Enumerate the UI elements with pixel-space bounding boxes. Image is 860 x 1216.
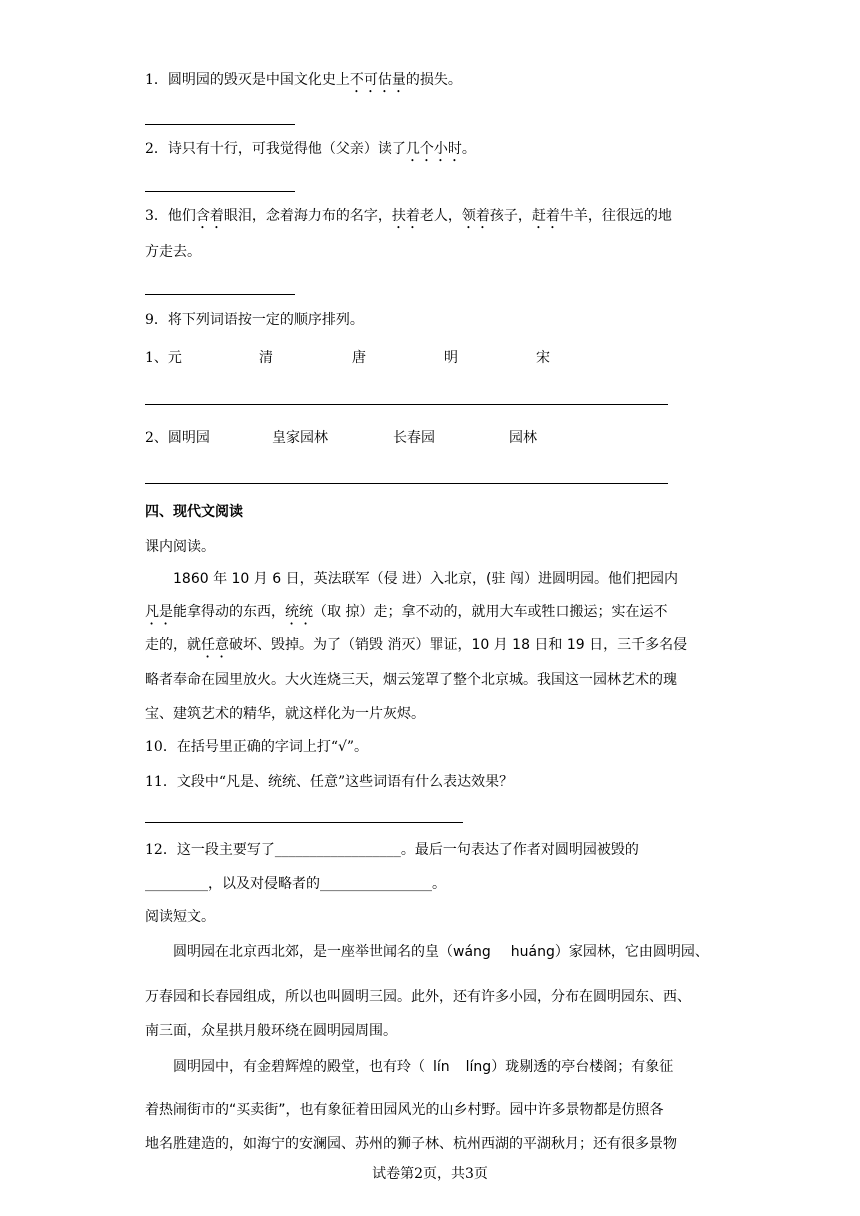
q12-blank-1[interactable]: __________________ xyxy=(274,842,401,858)
passage-1-line-5: 宝、建筑艺术的精华，就这样化为一片灰烬。 xyxy=(145,706,425,722)
dotted-word-fuzhe: 扶着 xyxy=(391,208,420,224)
sentence-1-text-end: 的损失。 xyxy=(405,72,462,88)
passage-1-line-4: 略者奉命在园里放火。大火连烧三天，烟云笼罩了整个北京城。我国这一园林艺术的瑰 xyxy=(145,672,677,688)
sub-heading-in-class-reading: 课内阅读。 xyxy=(145,539,215,555)
question-9-title: 9．将下列词语按一定的顺序排列。 xyxy=(145,312,364,328)
sentence-3-text: 牛羊，往很远的地 xyxy=(559,208,672,224)
q12-text: ，以及对侵略者的 xyxy=(208,876,320,892)
passage-1-line-1: 1860 年 10 月 6 日，英法联军（侵 进）入北京，(驻 闯）进圆明园。他们把园内 xyxy=(173,571,678,587)
sentence-3-text: 老人， xyxy=(419,208,462,224)
answer-line-1[interactable] xyxy=(145,124,295,125)
q9-group2-item-4: 园林 xyxy=(509,430,537,446)
answer-line-q9-2[interactable] xyxy=(145,483,668,484)
page-footer: 试卷第2页，共3页 xyxy=(372,1166,488,1182)
question-11: 11．文段中“凡是、统统、任意”这些词语有什么表达效果？ xyxy=(145,774,514,790)
passage-2-text: ）家园林，它由圆明园、 xyxy=(554,944,709,960)
pinyin-option-huang[interactable]: huáng xyxy=(510,944,555,960)
q12-text: 。最后一句表达了作者对圆明园被毁的 xyxy=(400,842,639,858)
passage-2-text: 圆明园在北京西北郊，是一座举世闻名的皇（ xyxy=(173,944,453,960)
dotted-word-lingzhe: 领着 xyxy=(461,208,490,224)
passage-1-text: （取 掠）走；拿不动的，就用大车或牲口搬运；实在运不 xyxy=(313,604,668,620)
q9-group2-item-2: 皇家园林 xyxy=(272,430,328,446)
passage-1-text: 能拿得动的东西， xyxy=(173,604,285,620)
question-12-line-1 xyxy=(145,840,639,860)
q12-blank-3[interactable]: ________________ xyxy=(320,876,432,892)
q9-group1-item-2: 清 xyxy=(259,350,273,366)
answer-line-q9-1[interactable] xyxy=(145,404,668,405)
section-4-title: 四、现代文阅读 xyxy=(145,504,243,520)
sentence-2-text: 2．诗只有十行，可我觉得他（父亲）读了 xyxy=(145,141,406,157)
q9-group1-item-1: 1、元 xyxy=(145,350,182,366)
passage-1-text: 走的，就 xyxy=(145,637,201,653)
passage-2-line-6: 地名胜建造的，如海宁的安澜园、苏州的狮子林、杭州西湖的平湖秋月；还有很多景物 xyxy=(145,1136,677,1152)
dotted-word-ganzhe: 赶着 xyxy=(531,208,560,224)
sentence-1-text: 1．圆明园的毁灭是中国文化史上 xyxy=(145,72,350,88)
sub-heading-read-passage: 阅读短文。 xyxy=(145,909,215,925)
sentence-1-dotted-word: 不可估量 xyxy=(349,72,406,88)
q9-group1-item-3: 唐 xyxy=(352,350,366,366)
sentence-3-text: 孩子， xyxy=(489,208,532,224)
dotted-word-renyi: 任意 xyxy=(201,637,229,653)
passage-2-line-1 xyxy=(173,942,709,962)
dotted-word-fanshi: 凡是 xyxy=(145,604,173,620)
answer-line-q11[interactable] xyxy=(145,822,463,823)
passage-2-line-2: 万春园和长春园组成，所以也叫圆明三园。此外，还有许多小园，分布在圆明园东、西、 xyxy=(145,989,691,1005)
passage-2-line-3: 南三面，众星拱月般环绕在圆明园周围。 xyxy=(145,1023,397,1039)
q9-group1-item-5: 宋 xyxy=(536,350,550,366)
dotted-word-tongtong: 统统 xyxy=(285,604,313,620)
sentence-3-text: 眼泪，念着海力布的名字， xyxy=(223,208,392,224)
question-12-line-2 xyxy=(145,874,446,894)
passage-1-text: 破坏、毁掉。为了（销毁 消灭）罪证，10 月 18 日和 19 日，三千多名侵 xyxy=(229,637,688,653)
sentence-2 xyxy=(145,139,476,165)
sentence-2-text-end: 。 xyxy=(461,141,476,157)
question-10: 10．在括号里正确的字词上打“√”。 xyxy=(145,739,369,755)
passage-2-text: 圆明园中，有金碧辉煌的殿堂，也有玲（ xyxy=(173,1059,425,1075)
passage-1-line-3 xyxy=(145,635,687,661)
passage-1-line-2 xyxy=(145,602,667,628)
sentence-3 xyxy=(145,206,672,232)
sentence-2-dotted-word: 几个小时 xyxy=(405,141,462,157)
answer-line-2[interactable] xyxy=(145,191,295,192)
q12-text: 。 xyxy=(432,876,446,892)
pinyin-option-wang[interactable]: wáng xyxy=(453,944,491,960)
pinyin-option-lin[interactable]: lín xyxy=(433,1059,450,1075)
answer-line-3[interactable] xyxy=(145,294,295,295)
q9-group2-item-3: 长春园 xyxy=(393,430,435,446)
q9-group2-item-1: 2、圆明园 xyxy=(145,430,210,446)
pinyin-option-ling[interactable]: líng xyxy=(465,1059,492,1075)
passage-2-line-4 xyxy=(173,1057,673,1077)
sentence-3-text: 3．他们 xyxy=(145,208,196,224)
q9-group1-item-4: 明 xyxy=(444,350,458,366)
q12-text: 12．这一段主要写了 xyxy=(145,842,275,858)
sentence-1 xyxy=(145,70,462,96)
dotted-word-hanzhe: 含着 xyxy=(195,208,224,224)
passage-2-text: ）珑剔透的亭台楼阁；有象征 xyxy=(491,1059,674,1075)
q12-blank-2[interactable]: _________ xyxy=(145,876,208,892)
passage-2-line-5: 着热闹街市的“买卖街”，也有象征着田园风光的山乡村野。园中许多景物都是仿照各 xyxy=(145,1102,664,1118)
sentence-3-line-2: 方走去。 xyxy=(145,244,201,260)
